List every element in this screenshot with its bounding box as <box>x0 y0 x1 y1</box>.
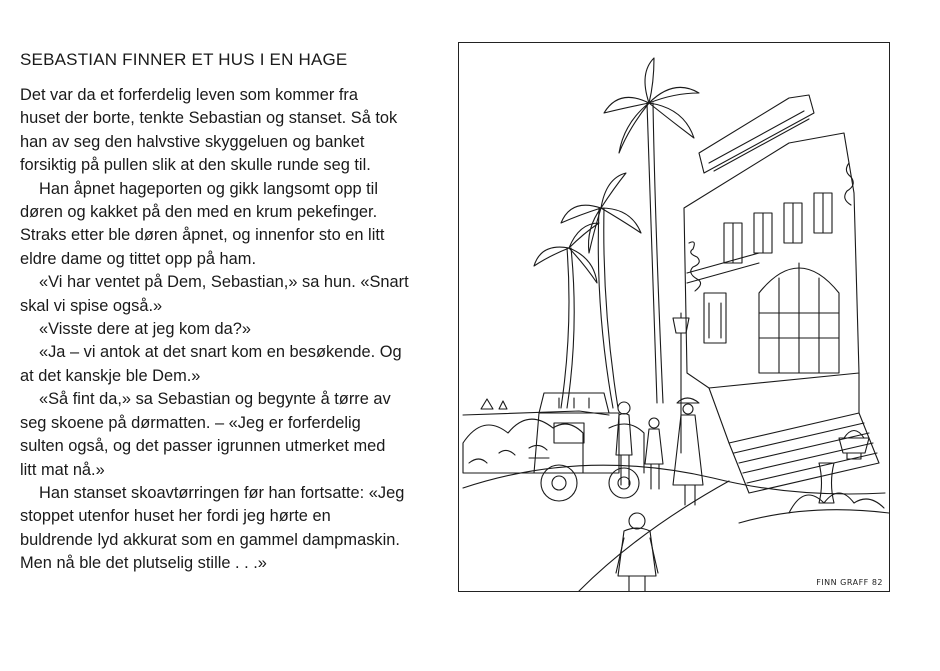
text-line: seg skoene på dørmatten. – «Jeg er forferdelig <box>20 413 361 432</box>
story-paragraph <box>20 178 450 272</box>
story-paragraph <box>20 388 450 482</box>
upper-windows <box>724 193 832 263</box>
story-paragraph <box>20 84 450 178</box>
illustration-frame <box>458 42 890 592</box>
text-line: døren og kakket på den med en krum pekefinger. <box>20 203 378 222</box>
text-line: eldre dame og tittet opp på ham. <box>20 249 256 268</box>
text-line: Men nå ble det plutselig stille . . .» <box>20 554 267 573</box>
text-line: han av seg den halvstive skyggeluen og banket <box>20 132 365 151</box>
front-staircase <box>709 373 879 493</box>
ivy <box>689 163 853 291</box>
left-bushes <box>463 419 583 473</box>
text-line: Han åpnet hageporten og gikk langsomt opp til <box>39 179 378 198</box>
story-paragraph <box>20 318 450 341</box>
story-paragraph <box>20 271 450 318</box>
text-line: «Så fint da,» sa Sebastian og begynte å tørre av <box>39 390 391 409</box>
text-line: huset der borte, tenkte Sebastian og stanset. Så tok <box>20 109 398 128</box>
walkway-right-edge <box>739 510 889 523</box>
text-line: Det var da et forferdelig leven som kommer fra <box>20 86 358 104</box>
text-line: «Visste dere at jeg kom da?» <box>39 320 251 339</box>
chapter-title: SEBASTIAN FINNER ET HUS I EN HAGE <box>20 50 348 69</box>
text-line: skal vi spise også.» <box>20 296 163 315</box>
figures-near-car <box>616 402 663 489</box>
lady-with-hat <box>673 398 703 505</box>
text-line: forsiktig på pullen slik at den skulle runde seg til. <box>20 156 371 175</box>
story-paragraph <box>20 482 450 576</box>
vintage-car <box>529 393 644 501</box>
story-paragraph <box>20 341 450 388</box>
text-line: «Ja – vi antok at det snart kom en besøkende. Og <box>39 343 402 362</box>
text-line: Han stanset skoavtørringen før han fortsatte: «Jeg <box>39 483 405 502</box>
text-line: buldrende lyd akkurat som en gammel dampmaskin. <box>20 530 400 549</box>
text-line: stoppet utenfor huset her fordi jeg hørte en <box>20 507 331 526</box>
lower-window <box>704 293 726 343</box>
story-paragraphs <box>20 84 450 576</box>
palm-tree-middle <box>561 173 641 408</box>
walkway-left-edge <box>579 481 729 591</box>
story-text-column <box>20 50 450 576</box>
artist-signature: FINN GRAFF 82 <box>816 578 883 587</box>
text-line: Straks etter ble døren åpnet, og innenfor sto en litt <box>20 226 385 245</box>
text-line: «Vi har ventet på Dem, Sebastian,» sa hun. «Snart <box>39 273 409 292</box>
text-line: sulten også, og det passer igrunnen utmerket med <box>20 437 386 456</box>
distant-sailboats <box>481 399 507 409</box>
villa-building <box>684 95 859 388</box>
house-garden-illustration <box>459 43 889 591</box>
roof-ledge <box>699 95 814 173</box>
text-line: at det kanskje ble Dem.» <box>20 366 201 385</box>
text-line: litt mat nå.» <box>20 460 105 479</box>
